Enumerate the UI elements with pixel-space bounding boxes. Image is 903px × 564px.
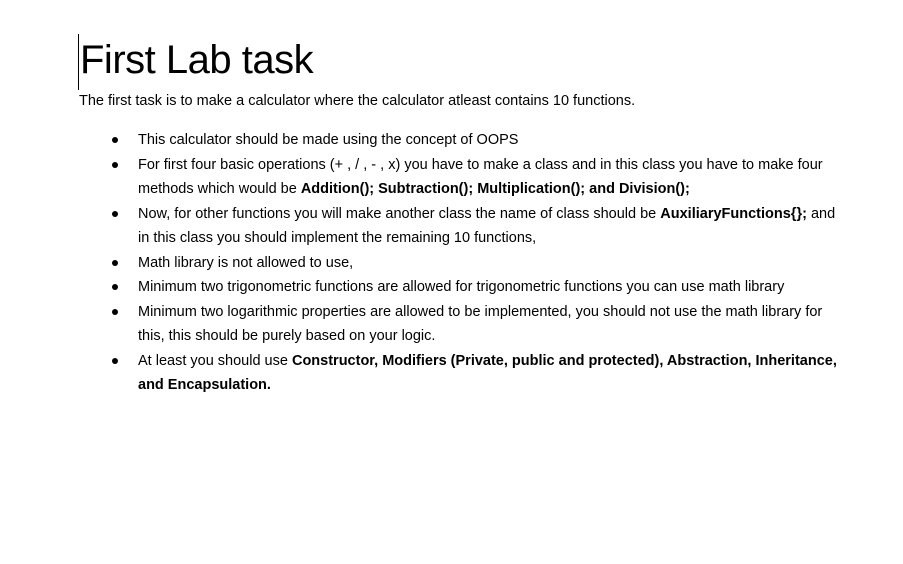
list-item: [0, 153, 838, 202]
list-item: [0, 275, 838, 300]
bullet-icon: [112, 260, 118, 266]
bullet-icon: [112, 309, 118, 315]
text-cursor: [78, 34, 79, 90]
bullet-icon: [112, 211, 118, 217]
list-item: [0, 128, 838, 153]
requirements-list: [0, 128, 903, 398]
bullet-icon: [112, 358, 118, 364]
bold-text-run: AuxiliaryFunctions{};: [660, 205, 807, 222]
list-item: [0, 251, 838, 276]
list-item: [0, 349, 838, 398]
list-item-text: [138, 304, 822, 345]
list-item-text: [138, 132, 518, 148]
list-item-text: [138, 353, 837, 394]
text-run: This calculator should be made using the concept of OOPS: [138, 132, 519, 148]
bullet-icon: [112, 162, 118, 168]
document-title: First Lab task: [80, 38, 314, 82]
text-run: For first four basic operations (+ , / , - , x) you have to make a class and in this class you have to make four methods which would be: [138, 156, 823, 197]
text-run: and in this class you should implement the remaining 10 functions,: [138, 205, 836, 246]
list-item-text: [138, 157, 823, 198]
bold-text-run: Addition(); Subtraction(); Multiplication(); and Division();: [300, 181, 690, 197]
text-run: Math library is not allowed to use,: [138, 254, 354, 271]
text-run: At least you should use: [138, 352, 292, 369]
text-run: Now, for other functions you will make another class the name of class should be: [138, 205, 661, 222]
bold-text-run: Constructor, Modifiers (Private, public and protected), Abstraction, Inheritance, and Encapsulation.: [138, 352, 837, 393]
intro-paragraph: The first task is to make a calculator where the calculator atleast contains 10 functions.: [79, 93, 636, 109]
bullet-icon: [112, 137, 118, 143]
list-item-text: [138, 255, 353, 271]
bullet-icon: [112, 284, 118, 290]
text-run: Minimum two logarithmic properties are allowed to be implemented, you should not use the math library for this, this should be purely based on your logic.: [138, 303, 823, 344]
text-run: Minimum two trigonometric functions are allowed for trigonometric functions you can use math library: [138, 279, 785, 295]
list-item: [0, 300, 838, 349]
list-item-text: [138, 206, 835, 247]
list-item: [0, 202, 838, 251]
list-item-text: [138, 279, 784, 295]
